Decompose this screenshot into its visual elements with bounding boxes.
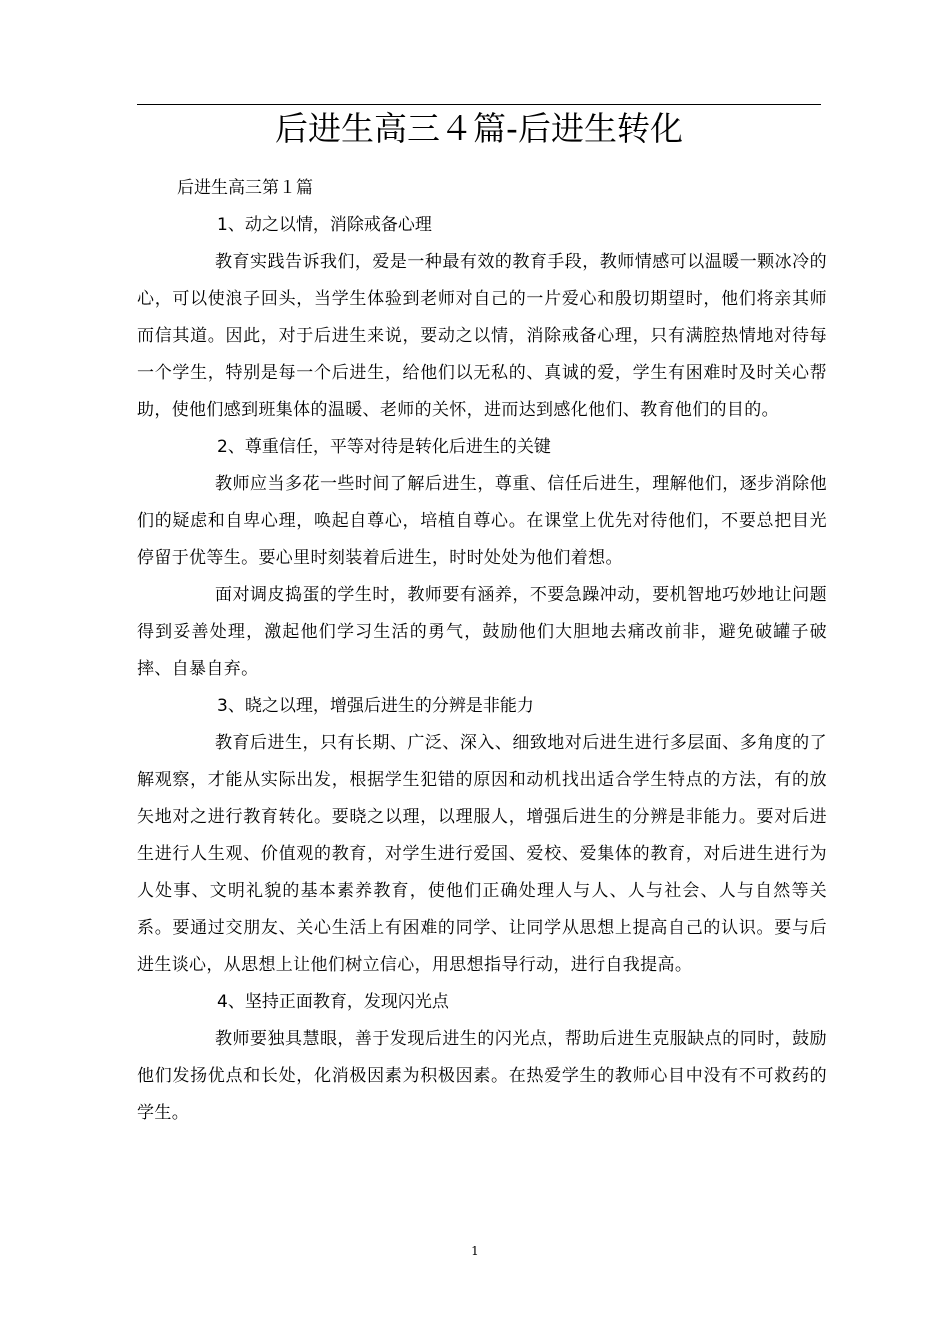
- document-body: [137, 170, 827, 1132]
- body-paragraph: 面对调皮捣蛋的学生时，教师要有涵养，不要急躁冲动，要机智地巧妙地让问题得到妥善处理，激起他们学习生活的勇气，鼓励他们大胆地去痛改前非，避免破罐子破摔、自暴自弃。: [137, 585, 827, 679]
- document-title: 后进生高三４篇-后进生转化: [275, 109, 683, 148]
- section-heading: 3、晓之以理，增强后进生的分辨是非能力: [217, 696, 534, 716]
- article-subtitle: 后进生高三第１篇: [177, 178, 313, 198]
- body-paragraph: 教师应当多花一些时间了解后进生，尊重、信任后进生，理解他们，逐步消除他们的疑虑和自卑心理，唤起自尊心，培植自尊心。在课堂上优先对待他们，不要总把目光停留于优等生。要心里时刻装着后进生，时时处处为他们着想。: [137, 474, 827, 568]
- section-heading: 2、尊重信任，平等对待是转化后进生的关键: [217, 437, 551, 457]
- page-number: 1: [471, 1244, 479, 1258]
- header-rule: [137, 104, 821, 105]
- section-heading: 1、动之以情，消除戒备心理: [217, 215, 432, 235]
- body-paragraph: 教育实践告诉我们，爱是一种最有效的教育手段，教师情感可以温暖一颗冰冷的心，可以使浪子回头，当学生体验到老师对自己的一片爱心和殷切期望时，他们将亲其师而信其道。因此，对于后进生来说，要动之以情，消除戒备心理，只有满腔热情地对待每一个学生，特别是每一个后进生，给他们以无私的、真诚的爱，学生有困难时及时关心帮助，使他们感到班集体的温暖、老师的关怀，进而达到感化他们、教育他们的目的。: [137, 252, 827, 420]
- body-paragraph: 教师要独具慧眼，善于发现后进生的闪光点，帮助后进生克服缺点的同时，鼓励他们发扬优点和长处，化消极因素为积极因素。在热爱学生的教师心目中没有不可救药的学生。: [137, 1029, 827, 1123]
- body-paragraph: 教育后进生，只有长期、广泛、深入、细致地对后进生进行多层面、多角度的了解观察，才能从实际出发，根据学生犯错的原因和动机找出适合学生特点的方法，有的放矢地对之进行教育转化。要晓之以理，以理服人，增强后进生的分辨是非能力。要对后进生进行人生观、价值观的教育，对学生进行爱国、爱校、爱集体的教育，对后进生进行为人处事、文明礼貌的基本素养教育，使他们正确处理人与人、人与社会、人与自然等关系。要通过交朋友、关心生活上有困难的同学、让同学从思想上提高自己的认识。要与后进生谈心，从思想上让他们树立信心，用思想指导行动，进行自我提高。: [137, 733, 827, 975]
- section-heading: 4、坚持正面教育，发现闪光点: [217, 992, 449, 1012]
